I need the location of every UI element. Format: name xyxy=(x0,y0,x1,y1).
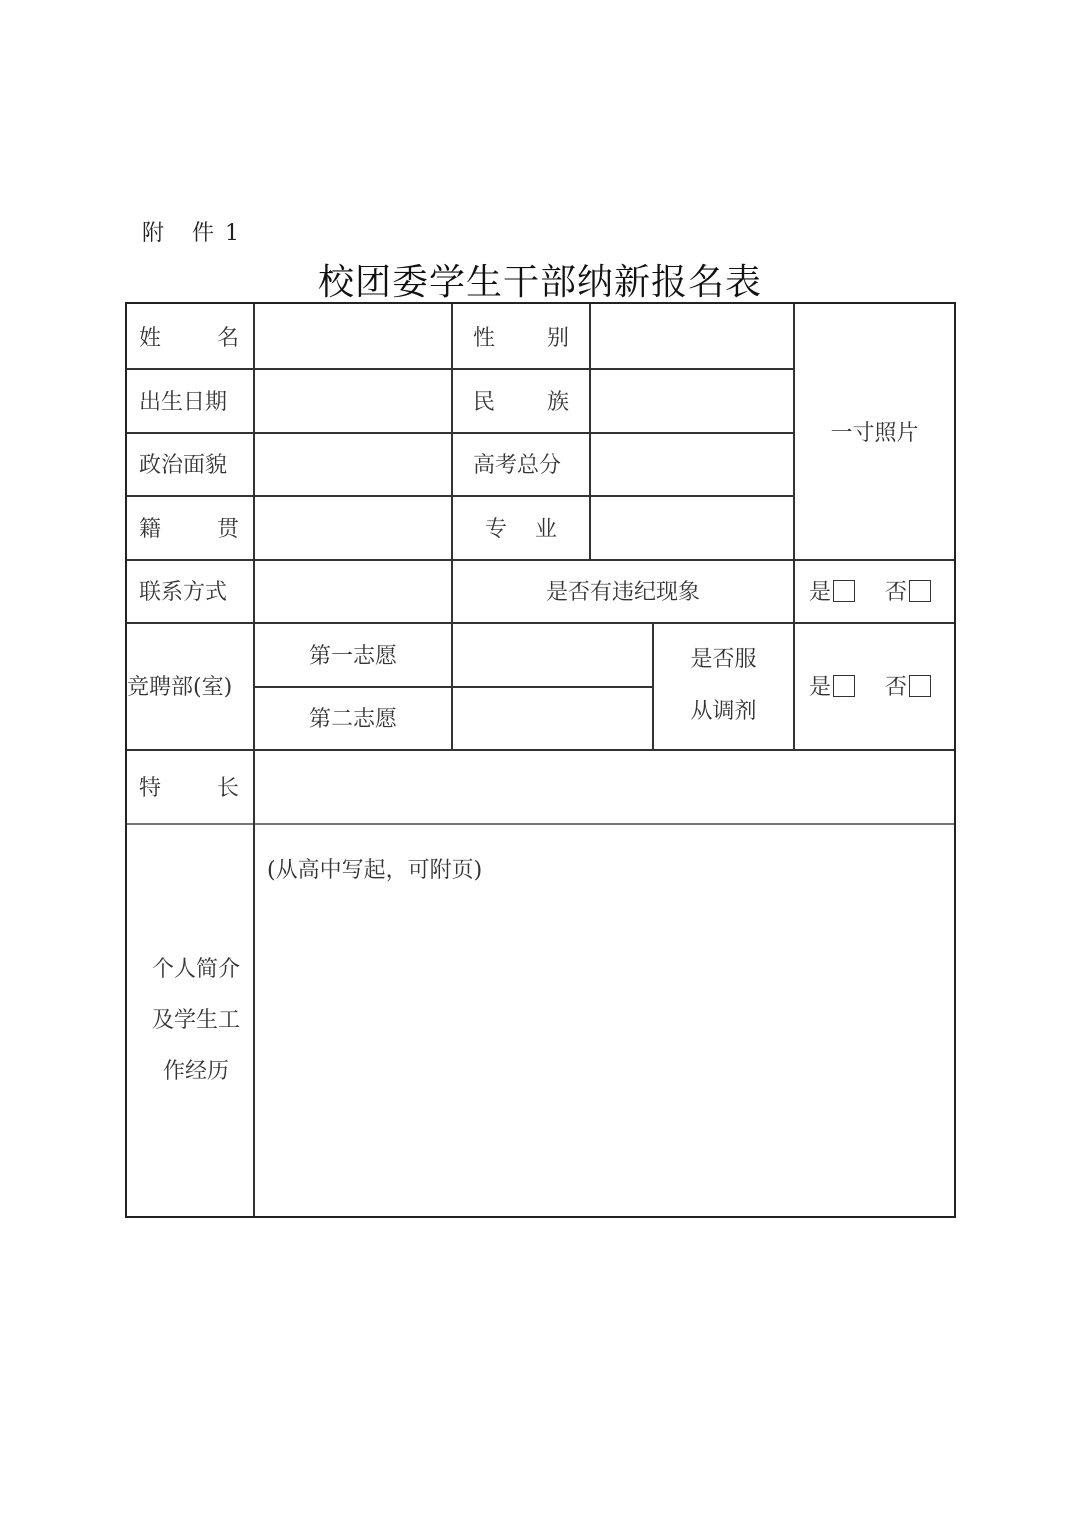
exam-score-label: 高考总分 xyxy=(473,453,562,478)
specialty-input[interactable] xyxy=(255,749,954,823)
adjustment-options xyxy=(809,622,954,749)
attachment-label xyxy=(142,216,241,247)
ethnicity-label: 民 族 xyxy=(473,389,569,415)
political-status-label: 政治面貌 xyxy=(139,453,228,478)
checkbox-icon[interactable] xyxy=(833,675,855,697)
attachment-number: 件 1 xyxy=(192,221,242,246)
native-place-label: 籍 贯 xyxy=(139,516,239,542)
gender-input[interactable] xyxy=(591,304,793,368)
specialty-label: 特 长 xyxy=(139,775,239,801)
adjustment-label: 是否服 从调剂 xyxy=(690,646,757,724)
major-input[interactable] xyxy=(591,495,793,559)
contact-label: 联系方式 xyxy=(139,580,228,605)
contact-input[interactable] xyxy=(255,559,451,622)
checkbox-icon[interactable] xyxy=(833,580,855,602)
form-title: 校团委学生干部纳新报名表 xyxy=(317,262,762,303)
position-label: 竞聘部(室) xyxy=(127,675,233,700)
native-place-input[interactable] xyxy=(255,495,451,559)
gender-label: 性 别 xyxy=(473,325,569,351)
profile-label: 个人简介 及学生工 作经历 xyxy=(151,957,240,1084)
major-label: 专 业 xyxy=(485,516,557,542)
discipline-options xyxy=(809,559,954,622)
first-choice-label: 第一志愿 xyxy=(308,643,397,669)
checkbox-icon[interactable] xyxy=(909,580,931,602)
checkbox-icon[interactable] xyxy=(909,675,931,697)
discipline-label: 是否有违纪现象 xyxy=(545,580,700,605)
discipline-no[interactable]: 否 xyxy=(885,575,931,606)
first-choice-input[interactable] xyxy=(453,622,652,686)
registration-form-table xyxy=(125,302,956,1218)
birth-date-input[interactable] xyxy=(255,368,451,432)
exam-score-input[interactable] xyxy=(591,432,793,495)
attachment-prefix: 附 xyxy=(142,221,167,246)
ethnicity-input[interactable] xyxy=(591,368,793,432)
adjustment-no[interactable]: 否 xyxy=(885,670,931,701)
political-status-input[interactable] xyxy=(255,432,451,495)
name-input[interactable] xyxy=(255,304,451,368)
discipline-yes[interactable]: 是 xyxy=(809,575,855,606)
adjustment-yes[interactable]: 是 xyxy=(809,670,855,701)
birth-date-label: 出生日期 xyxy=(139,389,228,415)
photo-area[interactable]: 一寸照片 xyxy=(830,421,919,446)
second-choice-label: 第二志愿 xyxy=(308,707,397,732)
profile-input[interactable] xyxy=(255,825,954,1216)
profile-hint: (从高中写起，可附页) xyxy=(267,858,483,883)
second-choice-input[interactable] xyxy=(453,686,652,749)
name-label: 姓 名 xyxy=(139,325,239,351)
